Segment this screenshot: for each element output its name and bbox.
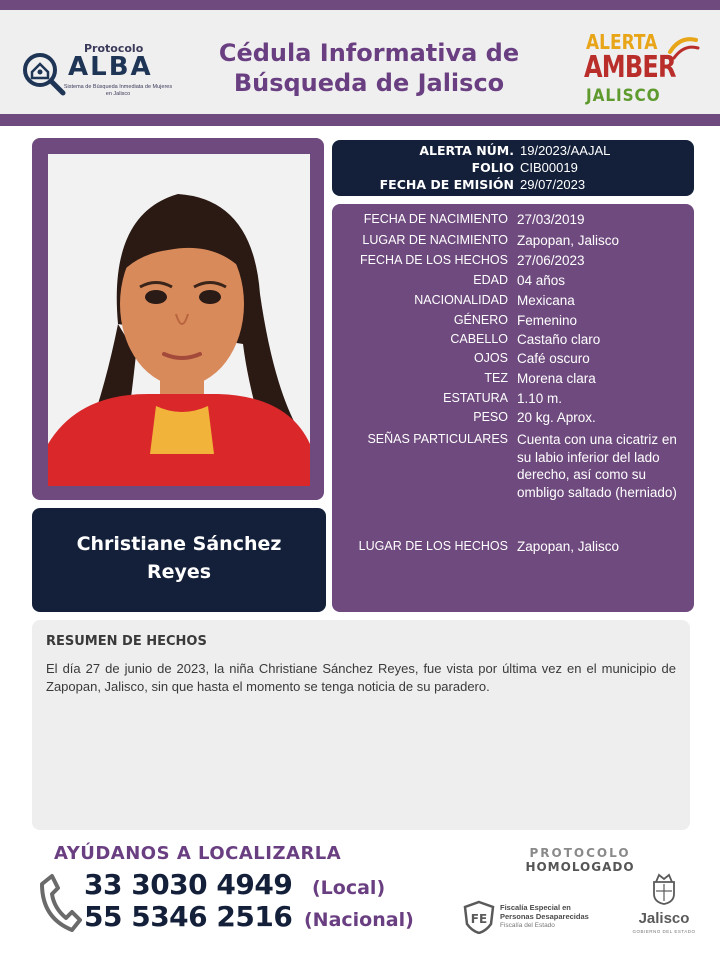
detail-value: Mexicana — [517, 293, 575, 308]
amber-swirl-icon — [666, 32, 700, 66]
detail-value: 27/03/2019 — [517, 212, 585, 227]
detail-label: FECHA DE NACIMIENTO — [363, 212, 508, 226]
summary-title: RESUMEN DE HECHOS — [46, 634, 207, 649]
alba-subtitle: Sistema de Búsqueda Inmediata de Mujeres en Jalisco — [63, 84, 173, 97]
detail-value: Cuenta con una cicatriz en su labio inferior del lado derecho, así como su ombligo saltado (herniado) — [517, 432, 677, 500]
alba-name: ALBA — [68, 52, 153, 82]
issue-date-label: FECHA DE EMISIÓN — [379, 177, 514, 192]
detail-value: 27/06/2023 — [517, 253, 585, 268]
folio-label: FOLIO — [471, 160, 514, 175]
detail-label: NACIONALIDAD — [414, 293, 508, 307]
detail-label: PESO — [473, 410, 508, 424]
phone-local-tag: (Local) — [312, 877, 386, 899]
jalisco-word: Jalisco — [638, 910, 690, 927]
fiscalia-text — [500, 903, 610, 930]
jalisco-subtitle: GOBIERNO DEL ESTADO — [632, 929, 696, 934]
detail-value: 20 kg. Aprox. — [517, 410, 596, 425]
detail-label: SEÑAS PARTICULARES — [367, 432, 508, 446]
detail-value: Zapopan, Jalisco — [517, 233, 620, 248]
phone-national-tag: (Nacional) — [304, 909, 414, 931]
folio-value: CIB00019 — [520, 160, 578, 175]
fiscalia-line-2: Personas Desaparecidas — [500, 912, 589, 921]
amber-alerta-word: ALERTA — [586, 30, 658, 54]
person-name-line-2: Reyes — [146, 561, 212, 583]
detail-value: Femenino — [517, 313, 578, 328]
person-name-line-1: Christiane Sánchez — [76, 533, 282, 555]
header — [0, 10, 720, 114]
help-heading: AYÚDANOS A LOCALIZARLA — [54, 843, 342, 864]
detail-label: EDAD — [473, 273, 508, 287]
detail-label: FECHA DE LOS HECHOS — [360, 253, 508, 267]
detail-value: Castaño claro — [517, 332, 601, 347]
child-portrait-photo — [48, 154, 310, 486]
folio-row — [332, 160, 694, 178]
jalisco-government-logo — [628, 870, 700, 940]
phone-icon — [38, 872, 82, 932]
title-line-1: Cédula Informativa de — [218, 39, 520, 67]
detail-value: Café oscuro — [517, 351, 590, 366]
header-divider — [0, 114, 720, 126]
fe-badge-text: FE — [470, 912, 488, 926]
alba-protocolo-label: Protocolo — [84, 42, 144, 55]
detail-label: LUGAR DE NACIMIENTO — [362, 233, 508, 247]
detail-value: Morena clara — [517, 371, 596, 386]
protocolo-homologado — [520, 846, 640, 874]
alert-number-row — [332, 143, 694, 161]
detail-value: Zapopan, Jalisco — [517, 539, 620, 554]
alert-number-value: 19/2023/AAJAL — [520, 143, 611, 158]
title-line-2: Búsqueda de Jalisco — [233, 69, 505, 97]
top-bar — [0, 0, 720, 10]
page-title — [180, 38, 558, 98]
details-card — [332, 204, 694, 612]
alert-info-card — [332, 140, 694, 196]
detail-label: LUGAR DE LOS HECHOS — [358, 539, 508, 553]
protocolo-line-2: HOMOLOGADO — [525, 860, 635, 874]
amber-amber-word: AMBER — [584, 50, 676, 85]
fe-shield-icon — [462, 900, 496, 934]
detail-value: 04 años — [517, 273, 566, 288]
fiscalia-line-1: Fiscalía Especial en — [500, 903, 571, 912]
amber-alert-logo — [582, 28, 702, 108]
fiscalia-line-3: Fiscalía del Estado — [500, 922, 555, 929]
magnifier-house-icon — [20, 50, 66, 96]
summary-panel — [32, 620, 690, 830]
detail-label: TEZ — [484, 371, 508, 385]
summary-body: El día 27 de junio de 2023, la niña Christiane Sánchez Reyes, fue vista por última vez en el municipio de Zapopan, Jalisco, sin que hasta el momento se tenga noticia de su paradero. — [46, 661, 676, 694]
detail-label: OJOS — [473, 351, 508, 365]
issue-date-value: 29/07/2023 — [520, 177, 586, 192]
fiscalia-logo — [462, 900, 612, 936]
missing-person-photo — [48, 154, 310, 486]
detail-value: 1.10 m. — [517, 391, 563, 406]
protocolo-line-1: PROTOCOLO — [529, 846, 631, 860]
phone-national[interactable]: 55 5346 2516 — [84, 900, 293, 933]
alba-logo — [20, 40, 173, 104]
phone-local[interactable]: 33 3030 4949 — [84, 868, 293, 901]
detail-label: CABELLO — [450, 332, 508, 346]
jalisco-crest-icon — [650, 872, 678, 906]
alert-number-label: ALERTA NÚM. — [419, 143, 514, 158]
name-card — [32, 508, 326, 612]
amber-jalisco-word: JALISCO — [586, 86, 661, 106]
detail-label: ESTATURA — [443, 391, 508, 405]
person-name — [42, 530, 316, 586]
issue-date-row — [332, 177, 694, 195]
photo-card — [32, 138, 324, 500]
detail-label: GÉNERO — [453, 313, 508, 327]
